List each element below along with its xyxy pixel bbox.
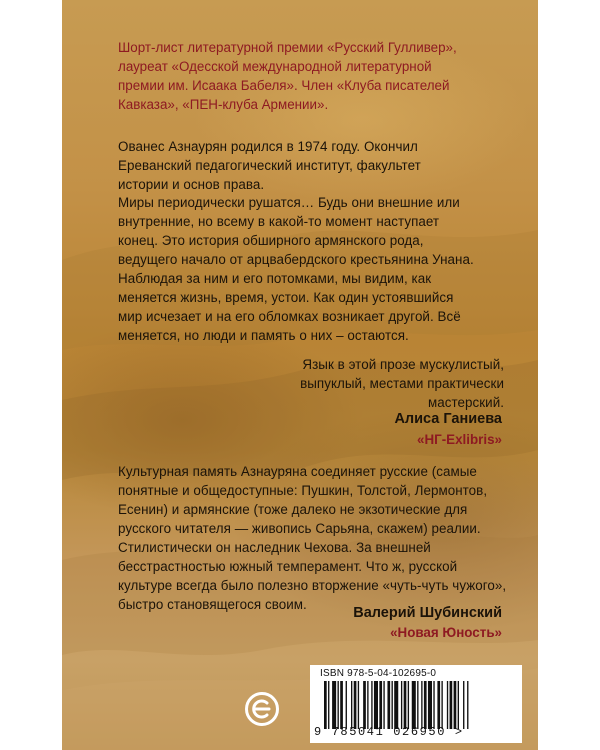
quote-line: Есенин) и армянские (тоже далеко не экзотические для [118, 502, 468, 517]
quote-line: мастерский. [427, 395, 504, 410]
quote-line: понятные и общедоступные: Пушкин, Толстой, Лермонтов, [118, 483, 488, 498]
quote-1-author: Алиса Ганиева [394, 411, 502, 427]
quote-2-source: «Новая Юность» [390, 625, 502, 640]
bio-line: истории и основ права. [118, 177, 265, 192]
bio-paragraph [118, 137, 538, 194]
bio-line: Ованес Азнаурян родился в 1974 году. Окончил [118, 139, 418, 154]
barcode-box [310, 665, 522, 743]
award-paragraph [118, 38, 538, 114]
quote-line: русского читателя — живопись Сарьяна, скажем) реалии. [118, 521, 481, 536]
description-line: меняется, но люди и память о них – остаются. [118, 328, 409, 343]
description-line: Миры периодически рушатся… Будь они внешние или [118, 195, 460, 210]
description-line: конец. Это история обширного армянского рода, [118, 233, 424, 248]
barcode-digits: 9 785041 026950 > [314, 725, 464, 739]
award-line: Шорт-лист литературной премии «Русский Гулливер», [118, 40, 457, 55]
quote-1-source: «НГ-Exlibris» [417, 432, 502, 447]
award-line: лауреат «Одесской международной литературной [118, 59, 432, 74]
description-line: мир исчезает и на его обломках возникает другой. Всё [118, 309, 461, 324]
quote-line: бесстрастностью южный темперамент. Что ж, русской [118, 559, 458, 574]
quote-line: Язык в этой прозе мускулистый, [302, 357, 504, 372]
description-paragraph [118, 193, 538, 345]
quote-2 [118, 462, 538, 614]
quote-line: выпуклый, местами практически [300, 376, 504, 391]
description-line: меняется жизнь, время, устои. Как один устоявшийся [118, 290, 454, 305]
award-line: Кавказа», «ПЕН-клуба Армении». [118, 97, 329, 112]
award-line: премии им. Исаака Бабеля». Член «Клуба писателей [118, 78, 450, 93]
eksmo-logo-icon [245, 692, 279, 726]
quote-2-author: Валерий Шубинский [353, 605, 502, 621]
book-back-cover [62, 0, 538, 750]
quote-1 [252, 355, 504, 412]
description-line: Наблюдая за ним и его потомками, мы видим, как [118, 271, 432, 286]
isbn-label: ISBN 978-5-04-102695-0 [320, 668, 437, 679]
quote-line: быстро становящегося своим. [118, 597, 307, 612]
description-line: ведущего начало от арцвабердского крестьянина Унана. [118, 252, 474, 267]
quote-line: Культурная память Азнауряна соединяет русские (самые [118, 464, 477, 479]
quote-line: культуре всегда было полезно вторжение «чуть-чуть чужого», [118, 578, 507, 593]
description-line: внутренние, но всему в какой-то момент наступает [118, 214, 440, 229]
bio-line: Ереванский педагогический институт, факультет [118, 158, 421, 173]
barcode-icon [324, 681, 514, 729]
quote-line: Стилистически он наследник Чехова. За внешней [118, 540, 431, 555]
